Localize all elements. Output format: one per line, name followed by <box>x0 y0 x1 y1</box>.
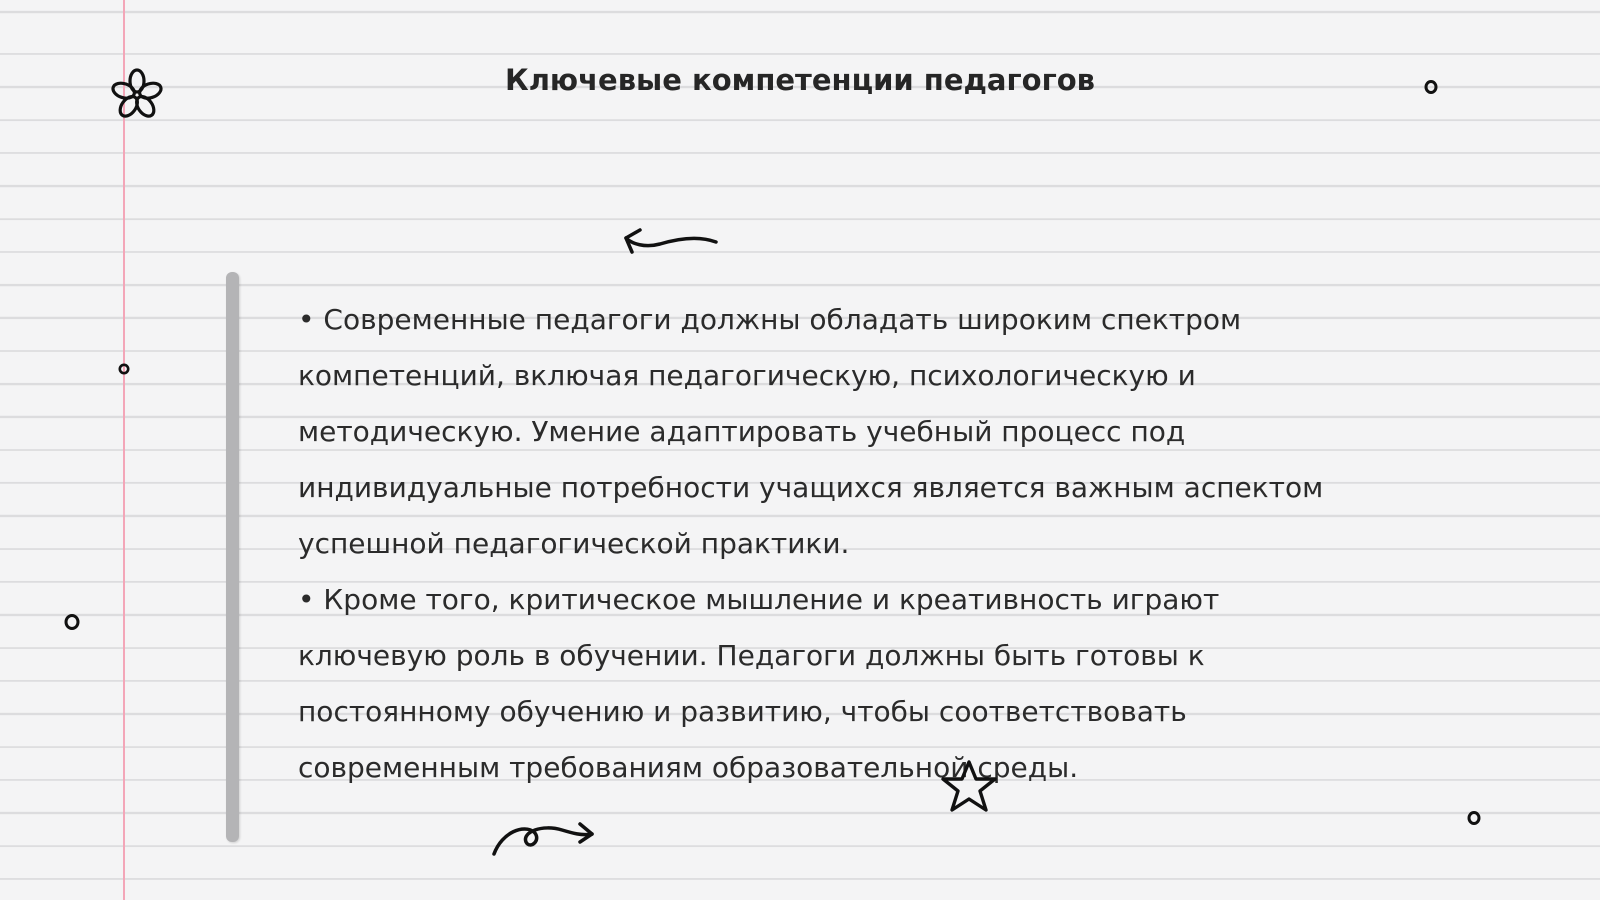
slide-title: Ключевые компетенции педагогов <box>504 63 1095 97</box>
side-accent-bar <box>226 272 239 842</box>
paragraph-2: • Кроме того, критическое мышление и креативность играют ключевую роль в обучении. Педагоги должны быть готовы к постоянному обучению и развитию, чтобы соответствовать современным требованиям образовательной среды. <box>298 583 1220 784</box>
curly-arrow-right-icon <box>490 818 600 864</box>
notebook-margin-line <box>123 0 125 900</box>
paragraph-1: • Современные педагоги должны обладать широким спектром компетенций, включая педагогическую, психологическую и методическую. Умение адаптировать учебный процесс под индивидуальные потребности учащихся является важным аспектом успешной педагогической практики. <box>298 303 1324 560</box>
flower-icon <box>108 66 166 124</box>
circle-icon <box>1423 79 1439 95</box>
circle-icon <box>1466 810 1482 826</box>
slide-body <box>298 292 1338 796</box>
arrow-left-icon <box>620 222 720 262</box>
star-icon <box>938 758 1000 816</box>
circle-icon <box>62 612 82 632</box>
circle-icon <box>117 362 131 376</box>
